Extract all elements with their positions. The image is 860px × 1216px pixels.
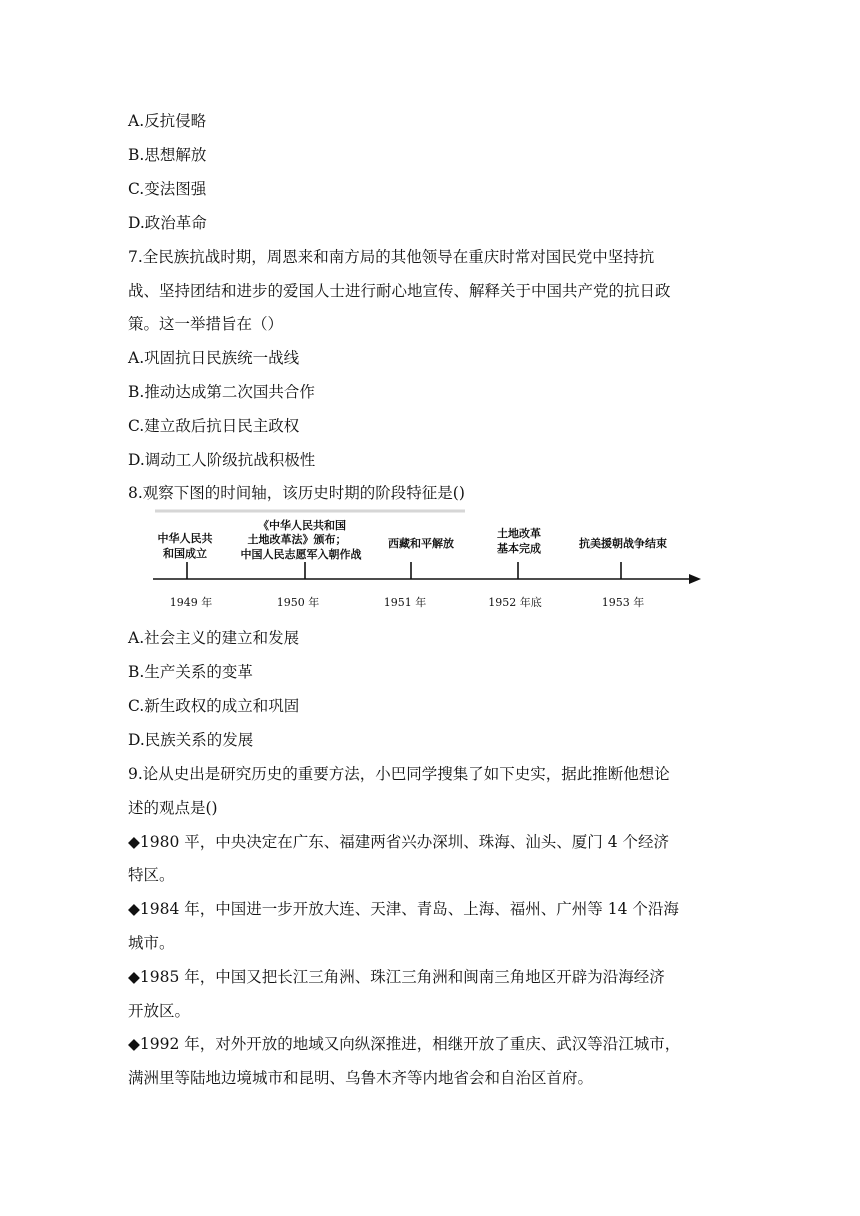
q9-fact-4-line-1: ◆1992 年，对外开放的地域又向纵深推进，相继开放了重庆、武汉等沿江城市， <box>128 1035 681 1053</box>
q9-stem-line-1: 9.论从史出是研究历史的重要方法，小巴同学搜集了如下史实，据此推断他想论 <box>128 765 670 783</box>
q9-fact-3-line-1: ◆1985 年，中国又把长江三角洲、珠江三角洲和闽南三角地区开辟为沿海经济 <box>128 968 665 986</box>
q7-option-b: B.推动达成第二次国共合作 <box>128 383 315 401</box>
q9-fact-1-line-2: 特区。 <box>128 866 175 884</box>
q9-fact-1-line-1: ◆1980 平，中央决定在广东、福建两省兴办深圳、珠海、汕头、厦门 4 个经济 <box>128 833 670 851</box>
timeline-event-1951-line-1: 西藏和平解放 <box>388 537 454 550</box>
timeline-arrow-icon <box>689 574 701 584</box>
q7-option-c: C.建立敌后抗日民主政权 <box>128 417 300 435</box>
timeline-event-1950-line-3: 中国人民志愿军入朝作战 <box>240 548 362 561</box>
q6-option-d: D.政治革命 <box>128 214 207 232</box>
q9-stem-line-2: 述的观点是() <box>128 799 218 817</box>
timeline-event-1950-line-1: 《中华人民共和国 <box>258 519 346 532</box>
q7-stem-line-1: 7.全民族抗战时期，周恩来和南方局的其他领导在重庆时常对国民党中坚持抗 <box>128 248 655 266</box>
q8-option-c: C.新生政权的成立和巩固 <box>128 697 300 715</box>
q6-option-c: C.变法图强 <box>128 180 207 198</box>
timeline-event-1952-line-2: 基本完成 <box>497 542 541 555</box>
q7-stem-line-3: 策。这一举措旨在（） <box>128 315 284 333</box>
q6-option-b: B.思想解放 <box>128 146 207 164</box>
timeline-event-1953-line-1: 抗美援朝战争结束 <box>579 537 667 550</box>
q8-option-d: D.民族关系的发展 <box>128 731 254 749</box>
q8-option-b: B.生产关系的变革 <box>128 663 253 681</box>
timeline-event-1950-line-2: 土地改革法》颁布； <box>247 533 347 546</box>
timeline-event-1949-line-1: 中华人民共 <box>157 532 213 545</box>
timeline-figure <box>145 505 705 620</box>
q6-option-a: A.反抗侵略 <box>128 112 207 130</box>
q9-fact-4-line-2: 满洲里等陆地边境城市和昆明、乌鲁木齐等内地省会和自治区首府。 <box>128 1069 594 1087</box>
timeline-event-1952-line-1: 土地改革 <box>497 527 541 540</box>
q9-fact-3-line-2: 开放区。 <box>128 1002 191 1020</box>
timeline-year-1951: 1951 年 <box>383 596 427 609</box>
q7-option-a: A.巩固抗日民族统一战线 <box>128 349 300 367</box>
timeline-year-1949: 1949 年 <box>169 596 213 609</box>
q7-stem-line-2: 战、坚持团结和进步的爱国人士进行耐心地宣传、解释关于中国共产党的抗日政 <box>128 282 671 300</box>
q9-fact-2-line-2: 城市。 <box>128 934 175 952</box>
q8-option-a: A.社会主义的建立和发展 <box>128 629 300 647</box>
timeline-svg <box>145 505 705 620</box>
timeline-year-1953: 1953 年 <box>601 596 645 609</box>
q9-fact-2-line-1: ◆1984 年，中国进一步开放大连、天津、青岛、上海、福州、广州等 14 个沿海 <box>128 900 679 918</box>
q8-stem: 8.观察下图的时间轴，该历史时期的阶段特征是() <box>128 484 465 502</box>
timeline-year-1950: 1950 年 <box>276 596 320 609</box>
timeline-event-1949-line-2: 和国成立 <box>163 547 207 560</box>
timeline-year-1952: 1952 年底 <box>488 596 542 609</box>
q7-option-d: D.调动工人阶级抗战积极性 <box>128 451 316 469</box>
